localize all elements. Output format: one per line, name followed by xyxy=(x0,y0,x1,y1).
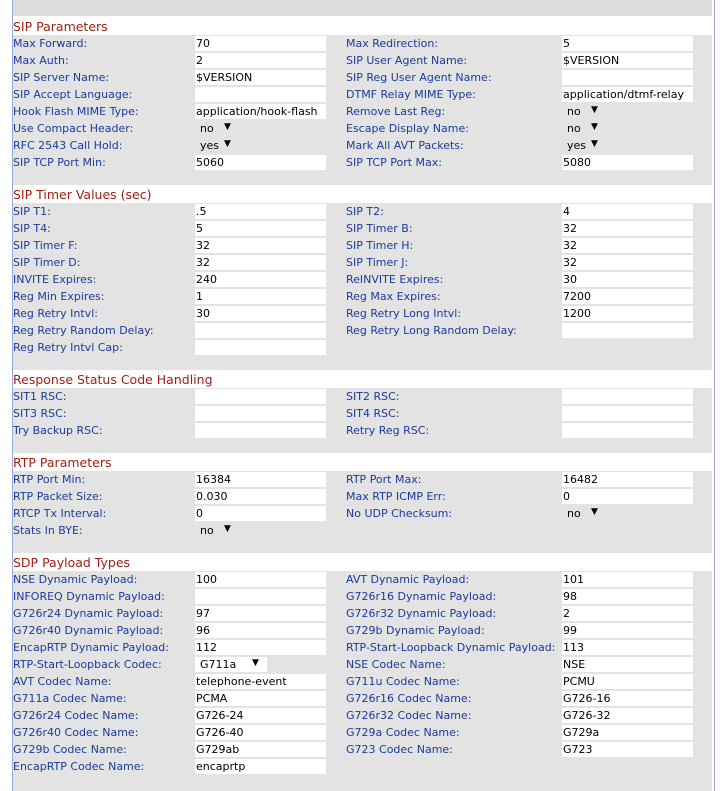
no-udp-checksum-label: No UDP Checksum: xyxy=(346,507,453,520)
sit1-rsc-input[interactable] xyxy=(195,389,326,404)
hook-flash-mime-type-input[interactable]: application/hook-flash xyxy=(195,104,326,119)
table-row xyxy=(13,758,712,775)
reg-retry-intvl-label: Reg Retry Intvl: xyxy=(13,307,98,320)
sip-tcp-port-min-label: SIP TCP Port Min: xyxy=(13,156,106,169)
table-row xyxy=(13,103,712,120)
g726r32-codec-name-input[interactable]: G726-32 xyxy=(562,708,693,723)
g726r16-dynamic-payload-label: G726r16 Dynamic Payload: xyxy=(346,590,497,603)
g729b-codec-name-label: G729b Codec Name: xyxy=(13,743,127,756)
rtp-port-min-label: RTP Port Min: xyxy=(13,473,86,486)
g729b-dynamic-payload-label: G729b Dynamic Payload: xyxy=(346,624,485,637)
max-auth-input[interactable]: 2 xyxy=(195,53,326,68)
chevron-down-icon: ▼ xyxy=(224,139,231,149)
g726r24-dynamic-payload-input[interactable]: 97 xyxy=(195,606,326,621)
mark-all-avt-packets-select[interactable] xyxy=(562,138,602,153)
retry-reg-rsc-label: Retry Reg RSC: xyxy=(346,424,430,437)
try-backup-rsc-input[interactable] xyxy=(195,423,326,438)
sip-timer-f-input[interactable]: 32 xyxy=(195,238,326,253)
nse-codec-name-label: NSE Codec Name: xyxy=(346,658,446,671)
table-row xyxy=(13,673,712,690)
chevron-down-icon: ▼ xyxy=(591,507,598,517)
table-row xyxy=(13,154,712,171)
g729a-codec-name-input[interactable]: G729a xyxy=(562,725,693,740)
g726r40-dynamic-payload-input[interactable]: 96 xyxy=(195,623,326,638)
use-compact-header-label: Use Compact Header: xyxy=(13,122,134,135)
g723-codec-name-input[interactable]: G723 xyxy=(562,742,693,757)
section-header-response-status xyxy=(13,370,712,387)
reinvite-expires-input[interactable]: 30 xyxy=(562,272,693,287)
select-value: G711a xyxy=(200,658,237,671)
sip-tcp-port-max-input[interactable]: 5080 xyxy=(562,155,693,170)
chevron-down-icon: ▼ xyxy=(591,122,598,132)
try-backup-rsc-label: Try Backup RSC: xyxy=(13,424,103,437)
table-row xyxy=(13,488,712,505)
rtp-start-loopback-dynamic-payload-input[interactable]: 113 xyxy=(562,640,693,655)
table-row xyxy=(13,707,712,724)
rtcp-tx-interval-input[interactable]: 0 xyxy=(195,506,326,521)
inforeq-dynamic-payload-input[interactable] xyxy=(195,589,326,604)
max-forward-label: Max Forward: xyxy=(13,37,88,50)
sip-server-name-label: SIP Server Name: xyxy=(13,71,110,84)
section-title: SIP Timer Values (sec) xyxy=(13,187,152,202)
select-value: no xyxy=(200,122,214,135)
max-rtp-icmp-err-label: Max RTP ICMP Err: xyxy=(346,490,446,503)
table-row xyxy=(13,741,712,758)
g726r16-codec-name-input[interactable]: G726-16 xyxy=(562,691,693,706)
chevron-down-icon: ▼ xyxy=(591,139,598,149)
table-row xyxy=(13,690,712,707)
section-title: Response Status Code Handling xyxy=(13,372,213,387)
sip-tcp-port-max-label: SIP TCP Port Max: xyxy=(346,156,442,169)
g726r32-dynamic-payload-label: G726r32 Dynamic Payload: xyxy=(346,607,497,620)
select-value: no xyxy=(200,524,214,537)
table-row xyxy=(13,52,712,69)
max-redirection-input[interactable]: 5 xyxy=(562,36,693,51)
sip-timer-b-label: SIP Timer B: xyxy=(346,222,413,235)
reg-retry-long-intvl-label: Reg Retry Long Intvl: xyxy=(346,307,462,320)
table-row xyxy=(13,388,712,405)
table-row xyxy=(13,405,712,422)
reg-retry-intvl-cap-input[interactable] xyxy=(195,340,326,355)
reg-max-expires-input[interactable]: 7200 xyxy=(562,289,693,304)
g726r16-codec-name-label: G726r16 Codec Name: xyxy=(346,692,472,705)
reg-retry-random-delay-label: Reg Retry Random Delay: xyxy=(13,324,154,337)
sip-reg-user-agent-name-label: SIP Reg User Agent Name: xyxy=(346,71,492,84)
sip-timer-j-label: SIP Timer J: xyxy=(346,256,409,269)
sip-user-agent-name-label: SIP User Agent Name: xyxy=(346,54,468,67)
section-header-sip-parameters xyxy=(13,17,712,34)
g726r32-codec-name-label: G726r32 Codec Name: xyxy=(346,709,472,722)
sit4-rsc-label: SIT4 RSC: xyxy=(346,407,400,420)
table-row xyxy=(13,622,712,639)
sit4-rsc-input[interactable] xyxy=(562,406,693,421)
g711u-codec-name-label: G711u Codec Name: xyxy=(346,675,460,688)
sip-t4-label: SIP T4: xyxy=(13,222,51,235)
reg-retry-long-intvl-input[interactable]: 1200 xyxy=(562,306,693,321)
sip-timer-d-input[interactable]: 32 xyxy=(195,255,326,270)
g729b-dynamic-payload-input[interactable]: 99 xyxy=(562,623,693,638)
avt-dynamic-payload-label: AVT Dynamic Payload: xyxy=(346,573,470,586)
chevron-down-icon: ▼ xyxy=(252,658,259,668)
sit3-rsc-input[interactable] xyxy=(195,406,326,421)
invite-expires-label: INVITE Expires: xyxy=(13,273,97,286)
select-value: yes xyxy=(200,139,220,152)
rtp-start-loopback-codec-label: RTP-Start-Loopback Codec: xyxy=(13,658,162,671)
g726r24-codec-name-input[interactable]: G726-24 xyxy=(195,708,326,723)
rtp-start-loopback-dynamic-payload-label: RTP-Start-Loopback Dynamic Payload: xyxy=(346,641,556,654)
g711u-codec-name-input[interactable]: PCMU xyxy=(562,674,693,689)
table-row xyxy=(13,120,712,137)
stats-in-bye-select[interactable] xyxy=(195,523,235,538)
stats-in-bye-label: Stats In BYE: xyxy=(13,524,83,537)
reg-retry-long-random-delay-label: Reg Retry Long Random Delay: xyxy=(346,324,517,337)
section-header-rtp-parameters xyxy=(13,453,712,470)
section-title: SDP Payload Types xyxy=(13,555,131,570)
max-redirection-label: Max Redirection: xyxy=(346,37,439,50)
remove-last-reg-select[interactable] xyxy=(562,104,602,119)
mark-all-avt-packets-label: Mark All AVT Packets: xyxy=(346,139,464,152)
g726r24-codec-name-label: G726r24 Codec Name: xyxy=(13,709,139,722)
table-row xyxy=(13,137,712,154)
section-spacer xyxy=(13,775,712,791)
remove-last-reg-label: Remove Last Reg: xyxy=(346,105,446,118)
table-row xyxy=(13,522,712,539)
table-row xyxy=(13,339,712,356)
select-value: yes xyxy=(567,139,587,152)
hook-flash-mime-type-label: Hook Flash MIME Type: xyxy=(13,105,139,118)
max-rtp-icmp-err-input[interactable]: 0 xyxy=(562,489,693,504)
sip-timer-h-input[interactable]: 32 xyxy=(562,238,693,253)
g729a-codec-name-label: G729a Codec Name: xyxy=(346,726,460,739)
table-row xyxy=(13,588,712,605)
encaprtp-codec-name-input[interactable]: encaprtp xyxy=(195,759,326,774)
encaprtp-dynamic-payload-input[interactable]: 112 xyxy=(195,640,326,655)
encaprtp-codec-name-label: EncapRTP Codec Name: xyxy=(13,760,145,773)
invite-expires-input[interactable]: 240 xyxy=(195,272,326,287)
reg-min-expires-label: Reg Min Expires: xyxy=(13,290,105,303)
g726r40-dynamic-payload-label: G726r40 Dynamic Payload: xyxy=(13,624,164,637)
dtmf-relay-mime-type-input[interactable]: application/dtmf-relay xyxy=(562,87,693,102)
table-row xyxy=(13,35,712,52)
table-row xyxy=(13,724,712,741)
select-value: no xyxy=(567,122,581,135)
table-row xyxy=(13,288,712,305)
sip-timer-d-label: SIP Timer D: xyxy=(13,256,81,269)
table-row xyxy=(13,237,712,254)
sip-t1-label: SIP T1: xyxy=(13,205,51,218)
rtp-packet-size-label: RTP Packet Size: xyxy=(13,490,103,503)
encaprtp-dynamic-payload-label: EncapRTP Dynamic Payload: xyxy=(13,641,169,654)
nse-dynamic-payload-label: NSE Dynamic Payload: xyxy=(13,573,138,586)
table-row xyxy=(13,471,712,488)
table-row xyxy=(13,639,712,656)
sip-timer-j-input[interactable]: 32 xyxy=(562,255,693,270)
table-row xyxy=(13,505,712,522)
no-udp-checksum-select[interactable] xyxy=(562,506,602,521)
sip-reg-user-agent-name-input[interactable] xyxy=(562,70,693,85)
g729b-codec-name-input[interactable]: G729ab xyxy=(195,742,326,757)
sip-t1-input[interactable]: .5 xyxy=(195,204,326,219)
sip-timer-h-label: SIP Timer H: xyxy=(346,239,414,252)
sip-t2-label: SIP T2: xyxy=(346,205,384,218)
rtp-packet-size-input[interactable]: 0.030 xyxy=(195,489,326,504)
rtp-port-max-input[interactable]: 16482 xyxy=(562,472,693,487)
table-row xyxy=(13,220,712,237)
rtp-port-min-input[interactable]: 16384 xyxy=(195,472,326,487)
sip-t4-input[interactable]: 5 xyxy=(195,221,326,236)
reg-max-expires-label: Reg Max Expires: xyxy=(346,290,441,303)
reg-min-expires-input[interactable]: 1 xyxy=(195,289,326,304)
sip-server-name-input[interactable]: $VERSION xyxy=(195,70,326,85)
section-title: SIP Parameters xyxy=(13,19,108,34)
g726r40-codec-name-label: G726r40 Codec Name: xyxy=(13,726,139,739)
sit2-rsc-input[interactable] xyxy=(562,389,693,404)
reinvite-expires-label: ReINVITE Expires: xyxy=(346,273,444,286)
escape-display-name-select[interactable] xyxy=(562,121,602,136)
g726r32-dynamic-payload-input[interactable]: 2 xyxy=(562,606,693,621)
reg-retry-long-random-delay-input[interactable] xyxy=(562,323,693,338)
table-row xyxy=(13,571,712,588)
table-row xyxy=(13,322,712,339)
rfc-2543-call-hold-label: RFC 2543 Call Hold: xyxy=(13,139,123,152)
top-spacer-bar xyxy=(13,0,712,16)
nse-codec-name-input[interactable]: NSE xyxy=(562,657,693,672)
sip-timer-b-input[interactable]: 32 xyxy=(562,221,693,236)
sip-timer-f-label: SIP Timer F: xyxy=(13,239,78,252)
g711a-codec-name-input[interactable]: PCMA xyxy=(195,691,326,706)
sit1-rsc-label: SIT1 RSC: xyxy=(13,390,67,403)
avt-codec-name-input[interactable]: telephone-event xyxy=(195,674,326,689)
avt-dynamic-payload-input[interactable]: 101 xyxy=(562,572,693,587)
sip-user-agent-name-input[interactable]: $VERSION xyxy=(562,53,693,68)
sip-t2-input[interactable]: 4 xyxy=(562,204,693,219)
table-row xyxy=(13,656,712,673)
section-title: RTP Parameters xyxy=(13,455,112,470)
table-row xyxy=(13,605,712,622)
select-value: no xyxy=(567,507,581,520)
chevron-down-icon: ▼ xyxy=(224,524,231,534)
chevron-down-icon: ▼ xyxy=(224,122,231,132)
table-row xyxy=(13,86,712,103)
use-compact-header-select[interactable] xyxy=(195,121,235,136)
g723-codec-name-label: G723 Codec Name: xyxy=(346,743,453,756)
sip-accept-language-input[interactable] xyxy=(195,87,326,102)
reg-retry-random-delay-input[interactable] xyxy=(195,323,326,338)
nse-dynamic-payload-input[interactable]: 100 xyxy=(195,572,326,587)
table-row xyxy=(13,271,712,288)
sit2-rsc-label: SIT2 RSC: xyxy=(346,390,400,403)
max-auth-label: Max Auth: xyxy=(13,54,69,67)
g711a-codec-name-label: G711a Codec Name: xyxy=(13,692,127,705)
sit3-rsc-label: SIT3 RSC: xyxy=(13,407,67,420)
reg-retry-intvl-cap-label: Reg Retry Intvl Cap: xyxy=(13,341,123,354)
table-row xyxy=(13,305,712,322)
rfc-2543-call-hold-select[interactable] xyxy=(195,138,235,153)
table-row xyxy=(13,254,712,271)
rtp-port-max-label: RTP Port Max: xyxy=(346,473,422,486)
section-header-sdp-payload xyxy=(13,553,712,570)
g726r40-codec-name-input[interactable]: G726-40 xyxy=(195,725,326,740)
rtcp-tx-interval-label: RTCP Tx Interval: xyxy=(13,507,107,520)
g726r24-dynamic-payload-label: G726r24 Dynamic Payload: xyxy=(13,607,164,620)
table-row xyxy=(13,203,712,220)
sip-tcp-port-min-input[interactable]: 5060 xyxy=(195,155,326,170)
retry-reg-rsc-input[interactable] xyxy=(562,423,693,438)
max-forward-input[interactable]: 70 xyxy=(195,36,326,51)
inforeq-dynamic-payload-label: INFOREQ Dynamic Payload: xyxy=(13,590,165,603)
sip-accept-language-label: SIP Accept Language: xyxy=(13,88,133,101)
section-header-sip-timer xyxy=(13,185,712,202)
rtp-start-loopback-codec-select[interactable] xyxy=(195,657,267,672)
chevron-down-icon: ▼ xyxy=(591,105,598,115)
table-row xyxy=(13,422,712,439)
avt-codec-name-label: AVT Codec Name: xyxy=(13,675,112,688)
escape-display-name-label: Escape Display Name: xyxy=(346,122,469,135)
select-value: no xyxy=(567,105,581,118)
g726r16-dynamic-payload-input[interactable]: 98 xyxy=(562,589,693,604)
reg-retry-intvl-input[interactable]: 30 xyxy=(195,306,326,321)
dtmf-relay-mime-type-label: DTMF Relay MIME Type: xyxy=(346,88,476,101)
table-row xyxy=(13,69,712,86)
